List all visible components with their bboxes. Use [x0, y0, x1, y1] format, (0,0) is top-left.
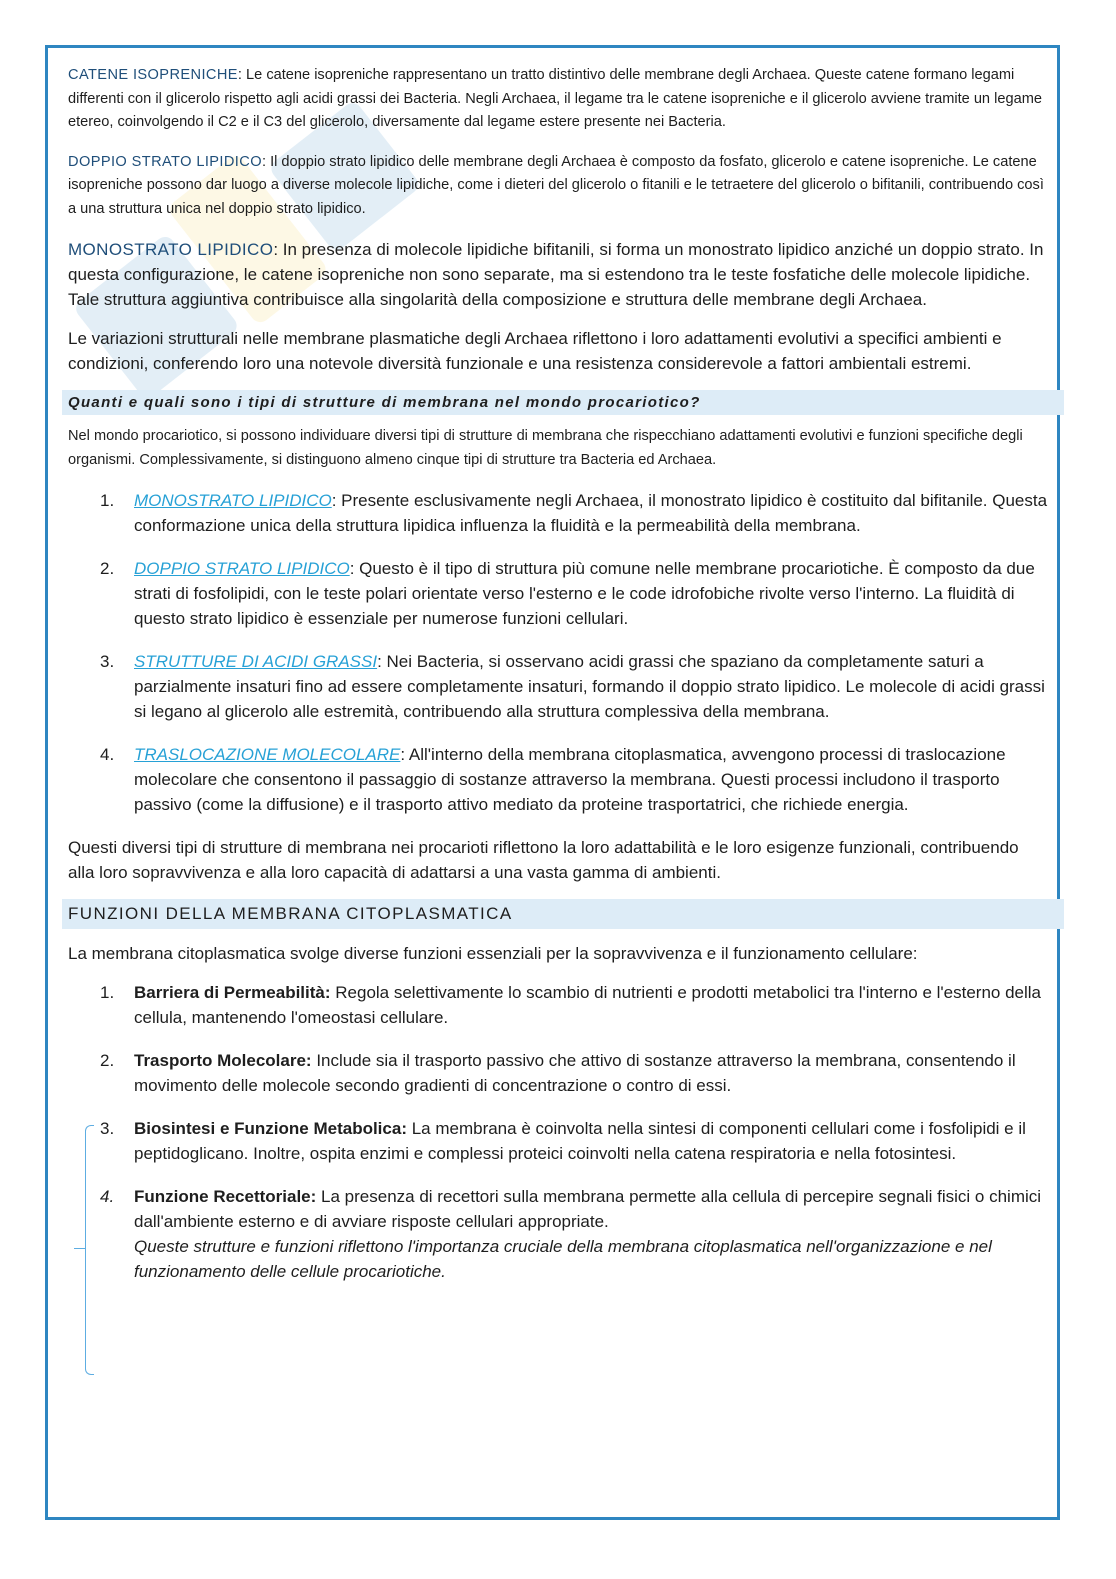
list-item: [68, 1116, 1048, 1166]
paragraph-text: : In presenza di molecole lipidiche bifitanili, si forma un monostrato lipidico anziché un doppio strato. In questa configurazione, le catene isopreniche non sono separate, ma si estendono tra le teste fosfatiche delle molecole lipidiche. Tale struttura aggiuntiva contribuisce alla singolarità della composizione e struttura delle membrane degli Archaea.: [68, 240, 1044, 309]
link-doppio-strato[interactable]: DOPPIO STRATO LIPIDICO: [134, 559, 350, 578]
list-item: [68, 980, 1048, 1030]
link-traslocazione[interactable]: TRASLOCAZIONE MOLECOLARE: [134, 745, 401, 764]
list-item: [68, 556, 1048, 631]
answer-intro: Nel mondo procariotico, si possono individuare diversi tipi di strutture di membrana che rispecchiano adattamenti evolutivi e funzioni specifiche degli organismi. Complessivamente, si distinguono almeno cinque tipi di strutture tra Bacteria ed Archaea.: [68, 428, 1023, 468]
paragraph-text: : Il doppio strato lipidico delle membrane degli Archaea è composto da fosfato, glicerolo e catene isopreniche. Le catene isopreniche possono dar luogo a diverse molecole lipidiche, come i dieteri del glicerolo o fitanili e le tetraetere del glicerolo o bifitanili, contribuendo così a una struttura unica nel doppio strato lipidico.: [68, 153, 1044, 217]
term-monostrato: MONOSTRATO LIPIDICO: [68, 240, 274, 259]
list-item: [68, 742, 1048, 817]
paragraph-variazioni: Le variazioni strutturali nelle membrane plasmatiche degli Archaea riflettono i loro adattamenti evolutivi a specifici ambienti e condizioni, conferendo loro una notevole diversità funzionale e una resistenza considerevole a fattori ambientali estremi.: [68, 329, 1002, 373]
functions-intro: La membrana citoplasmatica svolge diverse funzioni essenziali per la sopravvivenza e il funzionamento cellulare:: [68, 944, 918, 963]
types-conclusion: Questi diversi tipi di strutture di membrana nei procarioti riflettono la loro adattabilità e le loro esigenze funzionali, contribuendo alla loro sopravvivenza e alla loro capacità di adattarsi a una vasta gamma di ambienti.: [68, 838, 1019, 882]
paragraph-monostrato: [68, 237, 1048, 312]
link-acidi-grassi[interactable]: STRUTTURE DI ACIDI GRASSI: [134, 652, 378, 671]
list-number: 3.: [100, 652, 115, 671]
function-term: Funzione Recettoriale:: [134, 1187, 317, 1206]
functions-list: [68, 980, 1048, 1284]
list-item-text: Include sia il trasporto passivo che attivo di sostanze attraverso la membrana, consentendo il movimento delle molecole secondo gradienti di concentrazione o contro di essi.: [134, 1051, 1016, 1095]
list-number: 1.: [100, 491, 115, 510]
list-number: 3.: [100, 1119, 115, 1138]
list-number: 1.: [100, 983, 115, 1002]
function-term: Biosintesi e Funzione Metabolica:: [134, 1119, 407, 1138]
list-number: 2.: [100, 559, 115, 578]
section-heading: FUNZIONI DELLA MEMBRANA CITOPLASMATICA: [62, 899, 1064, 929]
closing-note: Queste strutture e funzioni riflettono l'importanza cruciale della membrana citoplasmatica nell'organizzazione e nel funzionamento delle cellule procariotiche.: [134, 1237, 992, 1281]
list-number: 4.: [100, 745, 115, 764]
list-number: 4.: [100, 1187, 115, 1206]
list-number: 2.: [100, 1051, 115, 1070]
paragraph-catene-isopreniche: [68, 64, 1048, 135]
list-item-text: : Nei Bacteria, si osservano acidi grassi che spaziano da completamente saturi a parzialmente insaturi fino ad essere completamente insaturi, formando il doppio strato lipidico. Le molecole di acidi grassi si legano al glicerolo alle estremità, contribuendo alla struttura complessiva della membrana.: [134, 652, 1045, 721]
list-item-text: : All'interno della membrana citoplasmatica, avvengono processi di traslocazione molecolare che consentono il passaggio di sostanze attraverso la membrana. Questi processi includono il trasporto passivo (come la diffusione) e il trasporto attivo mediato da proteine trasportatrici, che richiede energia.: [134, 745, 1006, 814]
list-item-text: : Questo è il tipo di struttura più comune nelle membrane procariotiche. È composto da due strati di fosfolipidi, con le teste polari orientate verso l'esterno e le code idrofobiche rivolte verso l'interno. La fluidità di questo strato lipidico è essenziale per numerose funzioni cellulari.: [134, 559, 1035, 628]
list-item: [68, 488, 1048, 538]
question-heading: Quanti e quali sono i tipi di strutture di membrana nel mondo procariotico?: [62, 390, 1064, 415]
list-item: [68, 649, 1048, 724]
membrane-types-list: [68, 488, 1048, 817]
list-item-text: : Presente esclusivamente negli Archaea, il monostrato lipidico è costituito dal bifitanile. Questa conformazione unica della struttura lipidica influenza la fluidità e la permeabilità della membrana.: [134, 491, 1048, 535]
list-item: [68, 1184, 1048, 1284]
page-content: [68, 64, 1048, 1302]
paragraph-text: : Le catene isopreniche rappresentano un tratto distintivo delle membrane degli Archaea. Queste catene formano legami differenti con il glicerolo rispetto agli acidi grassi dei Bacteria. Negli Archaea, il legame tra le catene isopreniche e il glicerolo avviene tramite un legame etereo, coinvolgendo il C2 e il C3 del glicerolo, diversamente dal legame estere presente nei Bacteria.: [68, 67, 1042, 130]
function-term: Trasporto Molecolare:: [134, 1051, 312, 1070]
list-item: [68, 1048, 1048, 1098]
term-catene-isopreniche: CATENE ISOPRENICHE: [68, 67, 238, 83]
link-monostrato[interactable]: MONOSTRATO LIPIDICO: [134, 491, 332, 510]
list-item-text: Regola selettivamente lo scambio di nutrienti e prodotti metabolici tra l'interno e l'esterno della cellula, mantenendo l'omeostasi cellulare.: [134, 983, 1042, 1027]
list-item-text: La membrana è coinvolta nella sintesi di componenti cellulari come i fosfolipidi e il peptidoglicano. Inoltre, ospita enzimi e complessi proteici coinvolti nella catena respiratoria e nella fotosintesi.: [134, 1119, 1026, 1163]
paragraph-doppio-strato: [68, 151, 1048, 222]
term-doppio-strato: DOPPIO STRATO LIPIDICO: [68, 153, 262, 170]
function-term: Barriera di Permeabilità:: [134, 983, 331, 1002]
list-item-text: La presenza di recettori sulla membrana permette alla cellula di percepire segnali fisici o chimici dall'ambiente esterno e di avviare risposte cellulari appropriate.: [134, 1187, 1042, 1231]
